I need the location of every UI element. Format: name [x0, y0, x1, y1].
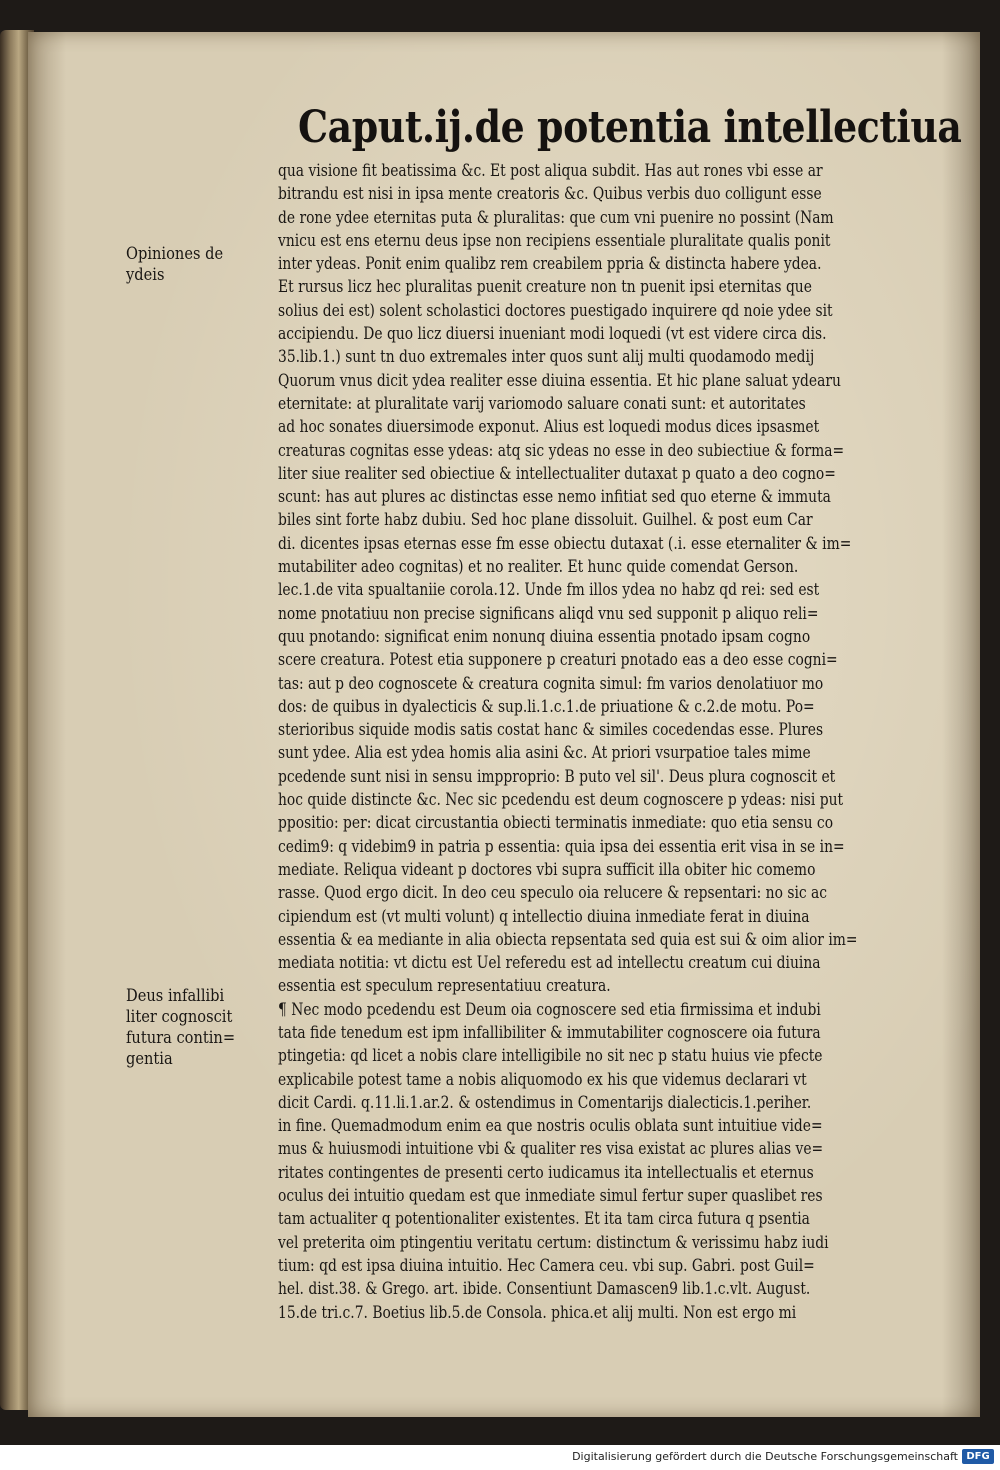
text-line: liter siue realiter sed obiectiue & intellectualiter dutaxat p quato a deo cogno= [278, 463, 836, 484]
margin-note-line: gentia [126, 1049, 173, 1069]
margin-note-line: Opiniones de [126, 244, 224, 264]
text-line: dos: de quibus in dyalecticis & sup.li.1.c.1.de priuatione & c.2.de motu. Po= [278, 696, 815, 717]
footer-bar [0, 1445, 1000, 1470]
text-line: tas: aut p deo cognoscete & creatura cognita simul: fm varios denolatiuor mo [278, 673, 824, 694]
text-line: ritates contingentes de presenti certo iudicamus ita intellectualis et eternus [278, 1162, 814, 1183]
text-line: biles sint forte habz dubiu. Sed hoc plane dissoluit. Guilhel. & post eum Car [278, 510, 813, 531]
text-line: mediate. Reliqua videant p doctores vbi supra sufficit illa obiter hic comemo [278, 859, 816, 880]
text-line: cedim9: q videbim9 in patria p essentia: quia ipsa dei essentia erit visa in se in= [278, 836, 845, 857]
text-line: eternitate: at pluralitate varij variomodo saluare conati sunt: et autoritates [278, 393, 806, 414]
text-line: scunt: has aut plures ac distinctas esse nemo infitiat sed quo eterne & immuta [278, 487, 831, 508]
text-line: vel preterita oim ptingentiu veritatu certum: distinctum & verissimu habz iudi [278, 1232, 829, 1253]
text-line: in fine. Quemadmodum enim ea que nostris oculis oblata sunt intuitiue vide= [278, 1116, 823, 1137]
margin-note-line: liter cognoscit [126, 1007, 233, 1027]
text-line: ppositio: per: dicat circustantia obiecti terminatis inmediate: quo etia sensu co [278, 813, 834, 834]
text-line: tata fide tenedum est ipm infallibiliter & immutabiliter cognoscere oia futura [278, 1022, 821, 1043]
text-line: pcedende sunt nisi in sensu impproprio: B puto vel sil'. Deus plura cognoscit et [278, 766, 836, 787]
text-line: vnicu est ens eternu deus ipse non recipiens essentiale pluralitate qualis ponit [278, 230, 831, 251]
text-line: ptingetia: qd licet a nobis clare intelligibile no sit nec p statu huius vie pfecte [278, 1046, 823, 1067]
text-line: sunt ydee. Alia est ydea homis alia asini &c. At priori vsurpatioe tales mime [278, 743, 811, 764]
text-line: tam actualiter q potentionaliter existentes. Et ita tam circa futura q psentia [278, 1209, 810, 1230]
text-line: rasse. Quod ergo dicit. In deo ceu speculo oia relucere & repsentari: no sic ac [278, 883, 828, 904]
text-line: tium: qd est ipsa diuina intuitio. Hec Camera ceu. vbi sup. Gabri. post Guil= [278, 1255, 815, 1276]
text-line: creaturas cognitas esse ydeas: atq sic ydeas no esse in deo subiectiue & forma= [278, 440, 845, 461]
text-line: mutabiliter adeo cognitas) et no realiter. Et hunc quide comendat Gerson. [278, 557, 799, 578]
margin-note-deus [126, 986, 266, 1070]
text-line: mus & huiusmodi intuitione vbi & qualiter res visa existat ac plures alias ve= [278, 1139, 824, 1160]
text-line: nome pnotatiuu non precise significans aliqd vnu sed supponit p aliquo reli= [278, 603, 819, 624]
dfg-logo-icon: DFG [962, 1449, 994, 1464]
text-line: cipiendum est (vt multi volunt) q intellectio diuina inmediate ferat in diuina [278, 906, 810, 927]
margin-note-line: Deus infallibi [126, 986, 225, 1006]
chapter-heading: Caput.ij.de potentia intellectiua [298, 102, 962, 153]
text-line: essentia est speculum representatiuu creatura. [278, 976, 611, 997]
text-line: sterioribus siquide modis satis costat hanc & similes cocedendas esse. Plures [278, 720, 824, 741]
funding-credit: Digitalisierung gefördert durch die Deutsche Forschungsgemeinschaft [572, 1450, 958, 1463]
text-line: lec.1.de vita spualtaniie corola.12. Unde fm illos ydea no habz qd rei: sed est [278, 580, 820, 601]
text-line: hel. dist.38. & Grego. art. ibide. Consentiunt Damascen9 lib.1.c.vlt. August. [278, 1279, 811, 1300]
text-line: hoc quide distincte &c. Nec sic pcedendu est deum cognoscere p ydeas: nisi put [278, 790, 844, 811]
text-line: 15.de tri.c.7. Boetius lib.5.de Consola. phica.et alij multi. Non est ergo mi [278, 1302, 797, 1323]
text-line: quu pnotando: significat enim nonunq diuina essentia pnotado ipsam cogno [278, 626, 811, 647]
text-line: ad hoc sonates diuersimode exponut. Alius est loquedi modus dices ipsasmet [278, 417, 820, 438]
text-line: accipiendu. De quo licz diuersi inueniant modi loquedi (vt est videre circa dis. [278, 324, 827, 345]
text-line: Quorum vnus dicit ydea realiter esse diuina essentia. Et hic plane saluat ydearu [278, 370, 841, 391]
text-line: solius dei est) solent scholastici doctores puestigado inquirere qd noie ydee sit [278, 300, 833, 321]
margin-note-line: ydeis [126, 265, 165, 285]
text-line: ¶ Nec modo pcedendu est Deum oia cognoscere sed etia firmissima et indubi [278, 999, 821, 1020]
text-line: bitrandu est nisi in ipsa mente creatoris &c. Quibus verbis duo colligunt esse [278, 184, 822, 205]
text-line: inter ydeas. Ponit enim qualibz rem creabilem ppria & distincta habere ydea. [278, 254, 822, 275]
main-text-block [278, 160, 978, 1325]
text-line: dicit Cardi. q.11.li.1.ar.2. & ostendimus in Comentarijs dialecticis.1.periher. [278, 1092, 812, 1113]
text-line: di. dicentes ipsas eternas esse fm esse obiectu dutaxat (.i. esse eternaliter & im= [278, 533, 852, 554]
text-line: Et rursus licz hec pluralitas puenit creature non tn puenit ipsi eternitas que [278, 277, 812, 298]
text-line: mediata notitia: vt dictu est Uel referedu est ad intellectu creatum cui diuina [278, 953, 821, 974]
margin-note-line: futura contin= [126, 1028, 236, 1048]
text-line: essentia & ea mediante in alia obiecta repsentata sed quia est sui & oim alior im= [278, 929, 858, 950]
margin-note-opiniones [126, 244, 266, 286]
text-line: scere creatura. Potest etia supponere p creaturi pnotado eas a deo esse cogni= [278, 650, 838, 671]
text-line: 35.lib.1.) sunt tn duo extremales inter quos sunt alij multi quodamodo medij [278, 347, 815, 368]
text-line: explicabile potest tame a nobis aliquomodo ex his que videmus declarari vt [278, 1069, 807, 1090]
text-line: oculus dei intuitio quedam est que inmediate simul fertur super quaslibet res [278, 1186, 823, 1207]
text-line: qua visione fit beatissima &c. Et post aliqua subdit. Has aut rones vbi esse ar [278, 161, 823, 181]
text-line: de rone ydee eternitas puta & pluralitas: que cum vni puenire no possint (Nam [278, 207, 834, 228]
